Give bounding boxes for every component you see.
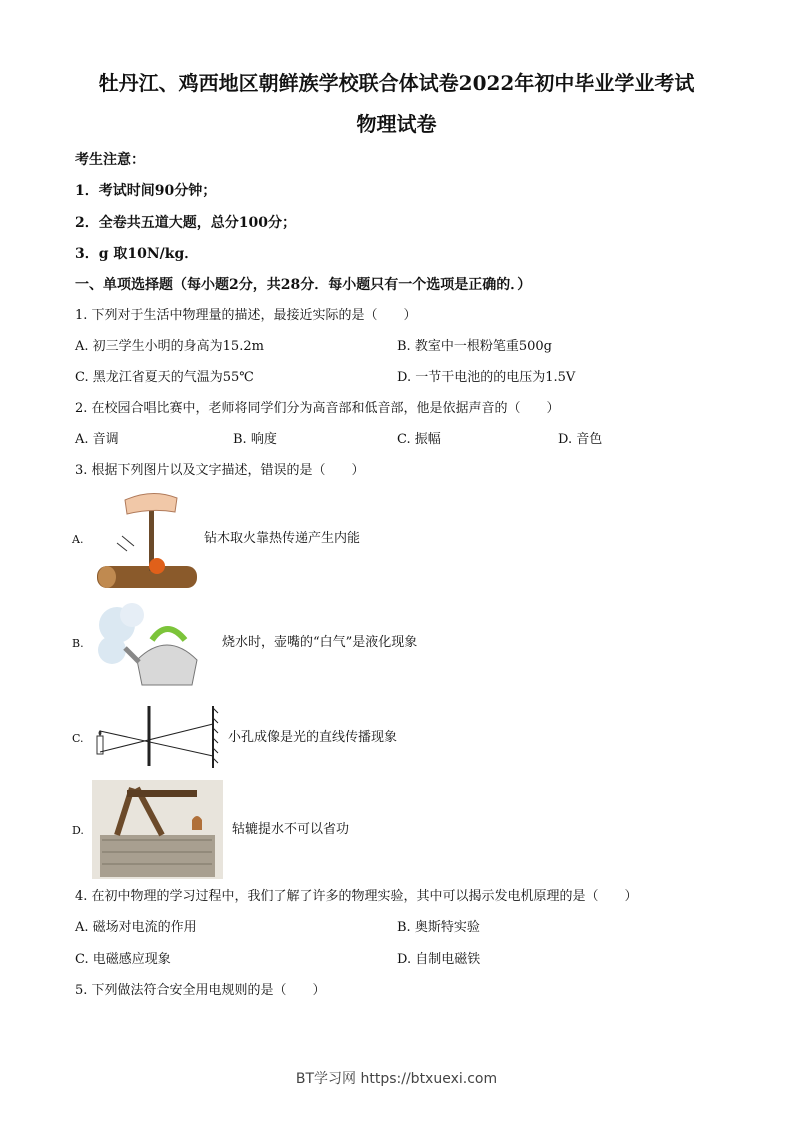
exam-subtitle: 物理试卷 (356, 112, 437, 136)
option: C. 振幅 (397, 432, 441, 447)
option: B. 教室中一根粉笔重500g (397, 339, 552, 354)
notice-item: 1．考试时间90分钟； (75, 183, 217, 199)
option-text: 烧水时，壶嘴的“白气”是液化现象 (222, 635, 418, 650)
question-stem: 1. 下列对于生活中物理量的描述，最接近实际的是（ ） (75, 308, 417, 323)
option: A. 音调 (75, 432, 119, 447)
notice-item: 3．g 取10N/kg． (75, 246, 199, 262)
option-text: 轱辘提水不可以省功 (232, 822, 350, 837)
option: A. 磁场对电流的作用 (75, 920, 197, 935)
option: D. 一节干电池的的电压为1.5V (397, 370, 576, 385)
option-label: D. (72, 824, 84, 837)
question-stem: 5. 下列做法符合安全用电规则的是（ ） (75, 983, 326, 998)
option: C. 电磁感应现象 (75, 952, 171, 967)
drilling-wood-fire-image (97, 488, 201, 590)
section-heading: 一、单项选择题（每小题2分，共28分．每小题只有一个选项是正确的．） (75, 277, 532, 293)
option: B. 奥斯特实验 (397, 920, 480, 935)
exam-title: 牡丹江、鸡西地区朝鲜族学校联合体试卷2022年初中毕业学业考试 (98, 71, 695, 95)
option-label: A. (72, 533, 84, 546)
question-stem: 4. 在初中物理的学习过程中，我们了解了许多的物理实验，其中可以揭示发电机原理的是（ ） (75, 889, 638, 904)
pinhole-imaging-diagram (92, 704, 222, 772)
question-stem: 2. 在校园合唱比赛中，老师将同学们分为高音部和低音部，他是依据声音的（ ） (75, 401, 560, 416)
option: D. 音色 (558, 432, 603, 447)
notice-heading: 考生注意： (75, 152, 145, 168)
option-text: 钻木取火靠热传递产生内能 (204, 531, 361, 546)
kettle-steam-image (97, 600, 215, 690)
option: B. 响度 (233, 432, 277, 447)
option: A. 初三学生小明的身高为15.2m (75, 339, 264, 354)
option-label: C. (72, 732, 84, 745)
footer-watermark: BT学习网 https://btxuexi.com (295, 1071, 498, 1087)
option: C. 黑龙江省夏天的气温为55℃ (75, 370, 254, 385)
option-label: B. (72, 637, 84, 650)
option: D. 自制电磁铁 (397, 952, 481, 967)
notice-item: 2．全卷共五道大题，总分100分； (75, 215, 296, 231)
well-pulley-image (92, 780, 223, 879)
option-text: 小孔成像是光的直线传播现象 (228, 730, 398, 745)
question-stem: 3. 根据下列图片以及文字描述，错误的是（ ） (75, 463, 365, 478)
